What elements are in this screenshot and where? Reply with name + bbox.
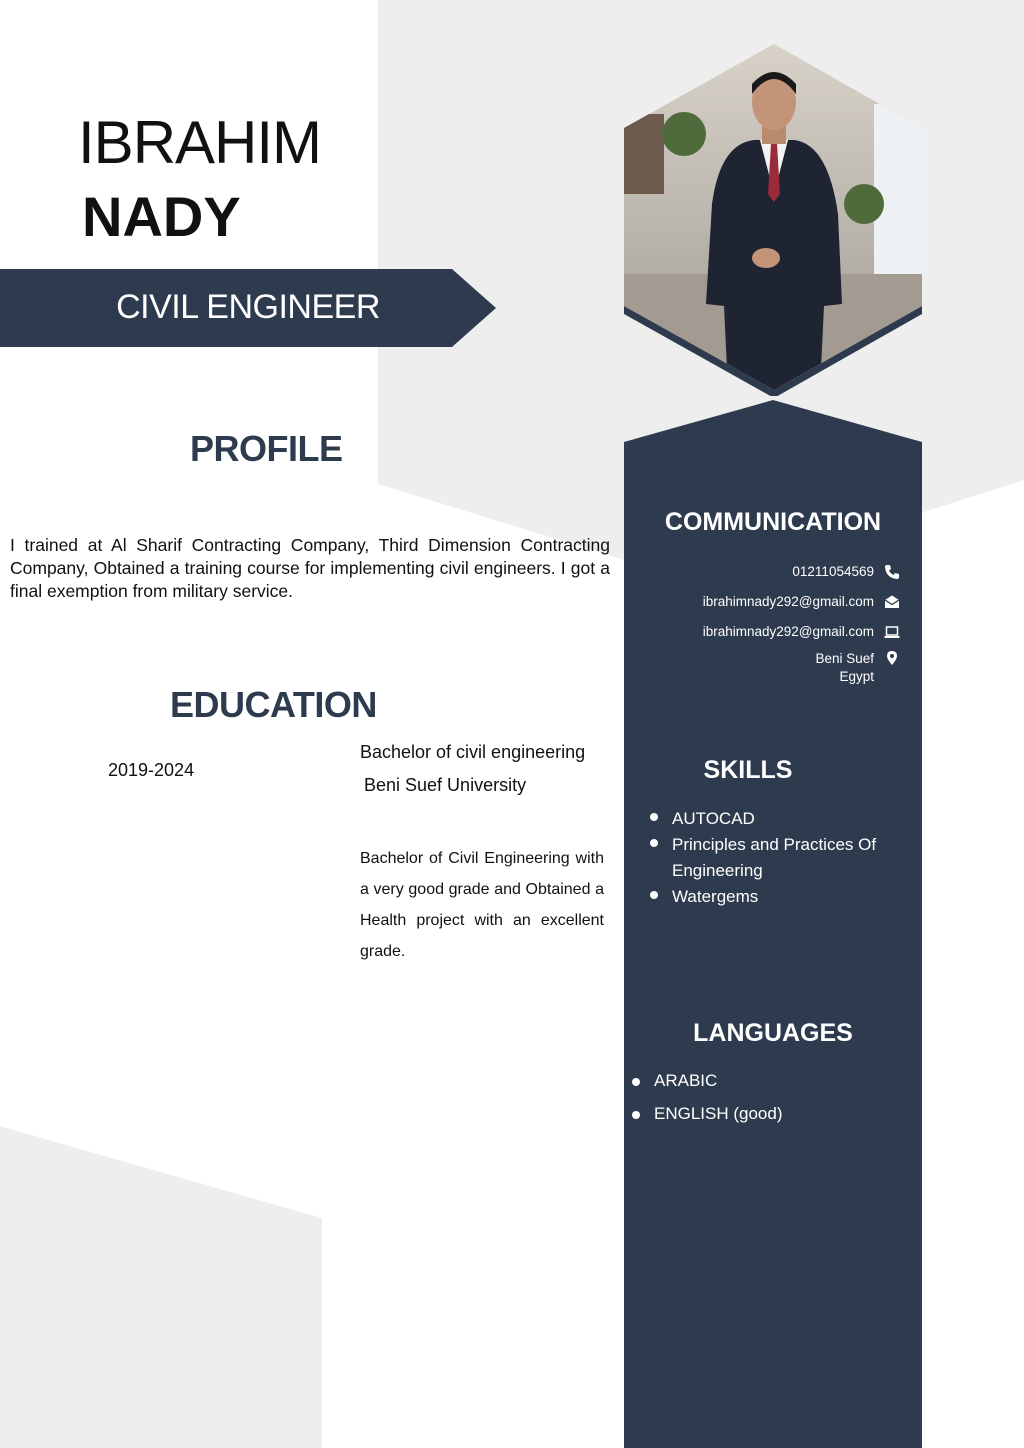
bottom-left-gray-shape (0, 1126, 322, 1448)
website-text: ibrahimnady292@gmail.com (702, 624, 874, 639)
email-row (703, 594, 900, 610)
profile-photo (624, 44, 924, 396)
first-name: IBRAHIM (78, 109, 322, 176)
education-school: Beni Suef University (364, 775, 527, 795)
job-title: CIVIL ENGINEER (116, 288, 380, 326)
location-country: Egypt (839, 669, 874, 684)
languages-list (630, 1071, 870, 1137)
skills-list (648, 806, 888, 910)
education-degree: Bachelor of civil engineering (360, 742, 586, 762)
profile-text: I trained at Al Sharif Contracting Company, Third Dimension Contracting Company, Obtained a training course for implementing civil engineers. I got a final exemption from military service. (10, 535, 610, 601)
location-row (815, 650, 900, 686)
education-years: 2019-2024 (108, 760, 195, 780)
skill-item: AUTOCAD (648, 806, 888, 832)
email-text: ibrahimnady292@gmail.com (702, 594, 874, 609)
website-row (703, 624, 900, 640)
language-item: ARABIC (630, 1071, 870, 1091)
phone-icon (884, 564, 900, 580)
phone-row (792, 564, 900, 580)
communication-heading: COMMUNICATION (664, 508, 882, 536)
education-description: Bachelor of Civil Engineering with a very good grade and Obtained a Health project with an excellent grade. (360, 850, 604, 960)
skills-heading: SKILLS (703, 756, 793, 784)
last-name: NADY (82, 185, 241, 248)
language-item: ENGLISH (good) (630, 1104, 870, 1124)
skill-item: Principles and Practices Of Engineering (648, 832, 888, 884)
profile-heading: PROFILE (190, 428, 343, 469)
skill-item: Watergems (648, 884, 888, 910)
laptop-icon (884, 624, 900, 640)
envelope-icon (884, 594, 900, 610)
sidebar-panel (624, 400, 922, 1448)
location-city: Beni Suef (815, 651, 874, 666)
phone-text: 01211054569 (792, 564, 874, 579)
languages-heading: LANGUAGES (693, 1019, 853, 1047)
location-pin-icon (884, 650, 900, 666)
education-heading: EDUCATION (170, 684, 377, 725)
